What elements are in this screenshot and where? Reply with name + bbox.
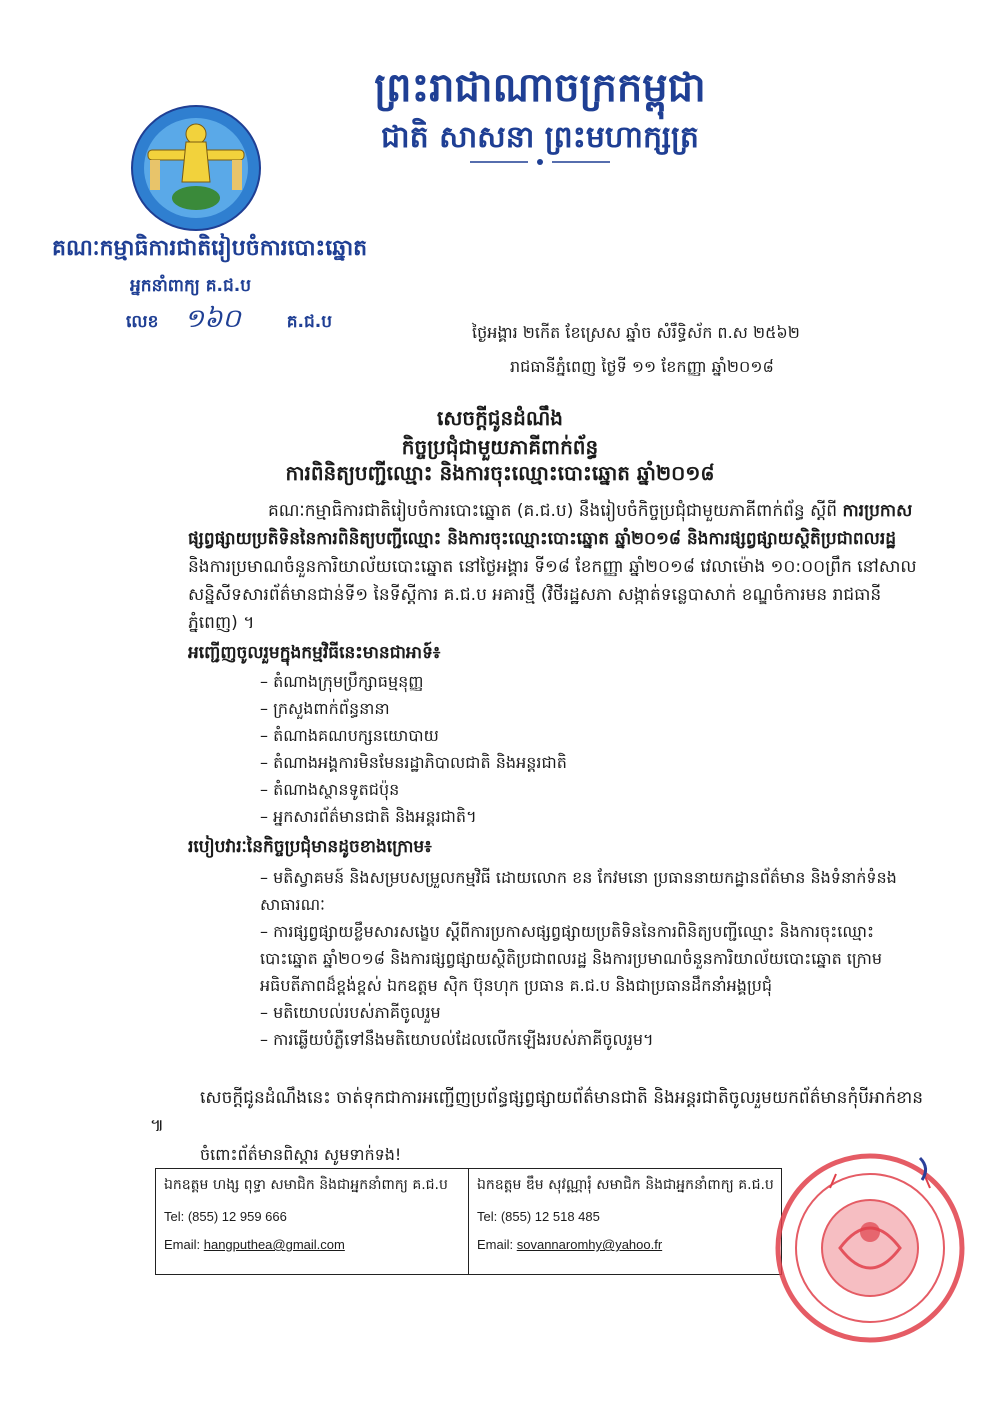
list-item: – ការផ្សព្វផ្សាយខ្លឹមសារសង្ខេប ស្តីពីការប្រកាសផ្សព្វផ្សាយប្រតិទិននៃការពិនិត្យបញ្ជីឈ្មោះ និងការចុះឈ្មោះបោះឆ្នោត ឆ្នាំ២០១៨ និងការផ្សព្វផ្សាយស្ថិតិប្រជាពលរដ្ឋ និងការប្រមាណចំនួនការិយាល័យបោះឆ្នោត ក្រោមអធិបតីភាពដ៏ខ្ពង់ខ្ពស់ ឯកឧត្តម ស៊ិក ប៊ុនហុក ប្រធាន គ.ជ.ប និងជាប្រធានដឹកនាំអង្គប្រជុំ [260,918,920,999]
meeting-title: កិច្ចប្រជុំជាមួយភាគីពាក់ព័ន្ធ [401,435,599,459]
spokesperson-label: អ្នកនាំពាក្យ គ.ជ.ប [130,276,252,296]
contact-table [155,1168,782,1275]
contact-note: ចំពោះព័ត៌មានពិស្តារ សូមទាក់ទង! [200,1145,402,1164]
contact-card [469,1169,781,1274]
ref-number: ១៦០ [184,304,241,334]
notice-title: សេចក្តីជូនដំណឹង [437,406,563,430]
email-label: Email: [477,1237,517,1252]
closing-paragraph: សេចក្តីជូនដំណឹងនេះ ចាត់ទុកជាការអញ្ជើញប្រព័ន្ធផ្សព្វផ្សាយព័ត៌មានជាតិ និងអន្តរជាតិចូលរួមយកព័ត៌មានកុំបីអាក់ខាន ៕ [150,1088,924,1136]
ref-suffix: គ.ជ.ប [286,312,333,332]
lunar-date: ថ្ងៃអង្គារ ២កើត ខែស្រេស ឆ្នាំច សំរឹទ្ធិស័ក ព.ស ២៥៦២ [472,323,800,342]
committee-name: គណៈកម្មាធិការជាតិរៀបចំការបោះឆ្នោត [52,236,368,261]
contact-name: ឯកឧត្តម ឌឹម សុវណ្ណារុំ សមាជិក និងជាអ្នកនាំពាក្យ គ.ជ.ប [477,1177,774,1193]
list-item: – តំណាងគណបក្សនយោបាយ [260,722,920,749]
list-item: – ការឆ្លើយបំភ្លឺទៅនឹងមតិយោបល់ដែលលើកឡើងរបស់ភាគីចូលរួម។ [260,1026,920,1053]
contact-tel: Tel: (855) 12 518 485 [477,1209,600,1224]
official-seal-stamp [770,1148,970,1348]
contact-tel: Tel: (855) 12 959 666 [164,1209,287,1224]
intro-paragraph [188,497,918,637]
list-item: – តំណាងក្រុមប្រឹក្សាធម្មនុញ្ញ [260,668,920,695]
list-item: – ក្រសួងពាក់ព័ន្ធនានា [260,695,920,722]
subject-title: ការពិនិត្យបញ្ជីឈ្មោះ និងការចុះឈ្មោះបោះឆ្នោត ឆ្នាំ២០១៨ [285,461,715,485]
contact-email [477,1237,662,1252]
list-item: – តំណាងអង្គការមិនមែនរដ្ឋាភិបាលជាតិ និងអន្តរជាតិ [260,749,920,776]
nec-logo [128,102,264,234]
agenda-list [260,864,920,1053]
email-link[interactable]: hangputhea@gmail.com [203,1237,345,1252]
divider-ornament [470,158,610,166]
solar-date: រាជធានីភ្នំពេញ ថ្ងៃទី ១១ ខែកញ្ញា ឆ្នាំ២០១៨ [510,357,774,376]
list-item: – មតិស្វាគមន៍ និងសម្របសម្រួលកម្មវិធី ដោយលោក ខន កែវមនោ ប្រធាននាយកដ្ឋានព័ត៌មាន និងទំនាក់ទំនងសាធារណៈ [260,864,920,918]
invite-heading: អញ្ជើញចូលរួមក្នុងកម្មវិធីនេះមានជាអាទ៍៖ [188,643,441,663]
intro-text-a: គណៈកម្មាធិការជាតិរៀបចំការបោះឆ្នោត (គ.ជ.ប) នឹងរៀបចំកិច្ចប្រជុំជាមួយភាគីពាក់ព័ន្ធ ស្តីពី [268,501,843,521]
agenda-heading: របៀបវារៈនៃកិច្ចប្រជុំមានដូចខាងក្រោម៖ [188,837,432,857]
national-motto: ជាតិ សាសនា ព្រះមហាក្សត្រ [381,120,699,155]
intro-text-b: ការប្រកាសផ្សព្វផ្សាយប្រតិទិននៃការពិនិត្យបញ្ជីឈ្មោះ និងការចុះឈ្មោះបោះឆ្នោត ឆ្នាំ២០១៨ និងការផ្សព្វផ្សាយស្ថិតិប្រជាពលរដ្ឋ [188,501,913,549]
list-item: – តំណាងស្ថានទូតជប៉ុន [260,776,920,803]
list-item: – អ្នកសារព័ត៌មានជាតិ និងអន្តរជាតិ។ [260,803,920,830]
contact-email [164,1237,345,1252]
invitee-list [260,668,920,830]
reference-number [126,302,332,340]
intro-text-c: និងការប្រមាណចំនួនការិយាល័យបោះឆ្នោត នៅថ្ងៃអង្គារ ទី១៨ ខែកញ្ញា ឆ្នាំ២០១៨ វេលាម៉ោង ១០:០០ព្រឹក នៅសាលសន្និសីទសារព័ត៌មានជាន់ទី១ នៃទីស្តីការ គ.ជ.ប អគារថ្មី (វិថីរដ្ឋសភា សង្កាត់ទន្លេបាសាក់ ខណ្ឌចំការមន រាជធានីភ្នំពេញ) ។ [188,557,917,633]
contact-card [156,1169,469,1274]
email-label: Email: [164,1237,204,1252]
kingdom-title: ព្រះរាជាណាចក្រកម្ពុជា [374,65,706,111]
list-item: – មតិយោបល់របស់ភាគីចូលរួម [260,999,920,1026]
contact-name: ឯកឧត្តម ហង្ស ពុទ្ធា សមាជិក និងជាអ្នកនាំពាក្យ គ.ជ.ប [164,1177,448,1193]
email-link[interactable]: sovannaromhy@yahoo.fr [516,1237,663,1252]
ref-label: លេខ [126,312,159,332]
